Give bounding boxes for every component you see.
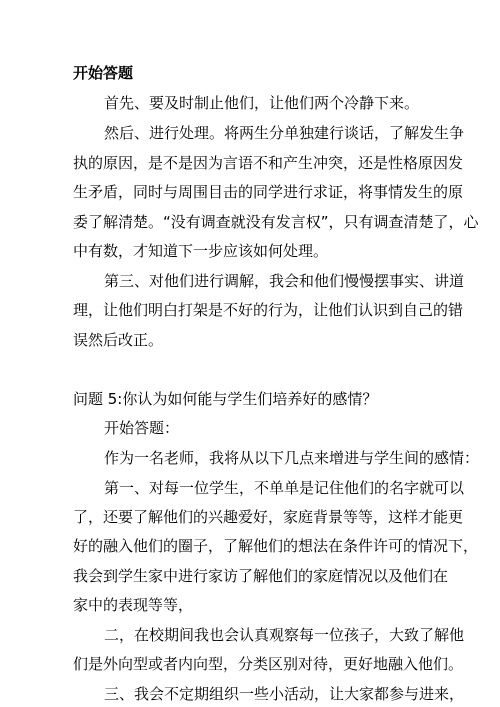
paragraph-line: 好的融入他们的圈子，了解他们的想法在条件许可的情况下， — [73, 537, 479, 555]
paragraph-line: 委了解清楚。“没有调查就没有发言权”，只有调查清楚了，心 — [73, 213, 479, 231]
paragraph-line: 误然后改正。 — [73, 331, 164, 349]
answer-intro: 作为一名老师，我将从以下几点来增进与学生间的感情： — [104, 449, 480, 467]
paragraph-line: 了，还要了解他们的兴趣爱好，家庭背景等等，这样才能更 — [73, 508, 464, 526]
paragraph-line: 然后、进行处理。将两生分单独建行谈话，了解发生争 — [104, 124, 465, 142]
paragraph-line: 们是外向型或者内向型，分类区别对待，更好地融入他们。 — [73, 655, 464, 673]
answer-start: 开始答题： — [104, 419, 180, 437]
paragraph-line: 生矛盾，同时与周围目击的同学进行求证，将事情发生的原 — [73, 183, 464, 201]
question-title: 问题 5:你认为如何能与学生们培养好的感情？ — [73, 390, 378, 408]
paragraph-line: 理，让他们明白打架是不好的行为，让他们认识到自己的错 — [73, 301, 464, 319]
paragraph-first-step: 首先、要及时制止他们，让他们两个冷静下来。 — [104, 94, 420, 112]
paragraph-line: 第一、对每一位学生，不单单是记住他们的名字就可以 — [104, 479, 465, 497]
paragraph-line: 第三、对他们进行调解，我会和他们慢慢摆事实、讲道 — [104, 272, 465, 290]
paragraph-line: 执的原因，是不是因为言语不和产生冲突，还是性格原因发 — [73, 154, 464, 172]
paragraph-line: 家中的表现等等， — [73, 596, 194, 614]
section-heading: 开始答题 — [73, 64, 134, 82]
paragraph-line: 我会到学生家中进行家访了解他们的家庭情况以及他们在 — [73, 567, 449, 585]
paragraph-line: 中有数，才知道下一步应该如何处理。 — [73, 242, 329, 260]
paragraph-line: 三、我会不定期组织一些小活动，让大家都参与进来， — [104, 685, 465, 703]
paragraph-line: 二，在校期间我也会认真观察每一位孩子，大致了解他 — [104, 626, 465, 644]
